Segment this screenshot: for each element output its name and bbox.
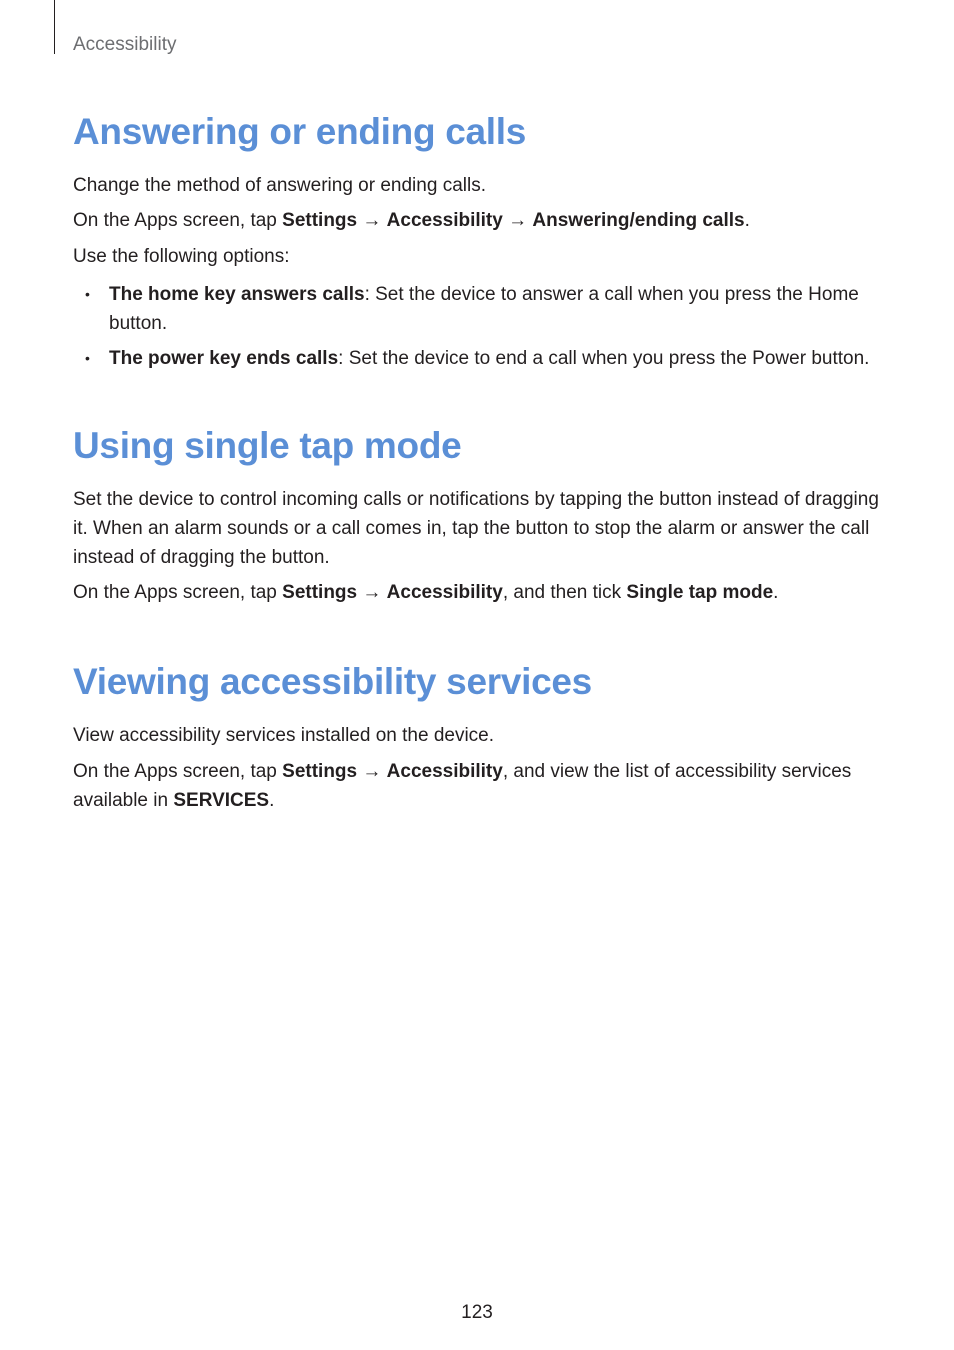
- section-title: Viewing accessibility services: [73, 661, 592, 702]
- menu-settings: Settings: [282, 210, 358, 231]
- option-desc: : Set the device to end a call when you press the Power button.: [338, 348, 870, 369]
- settings-path: On the Apps screen, tap Settings → Accessibility → Answering/ending calls.: [73, 210, 750, 231]
- menu-accessibility: Accessibility: [386, 761, 503, 782]
- section-title: Using single tap mode: [73, 425, 462, 466]
- list-item: [73, 344, 893, 373]
- header-rule: [54, 0, 55, 54]
- section-body: Set the device to control incoming calls or notifications by tapping the button instead of dragging it. When an alarm sounds or a call comes in, tap the button to stop the alarm or answer the call instead of dragging the button.: [73, 489, 879, 568]
- option-term: The power key ends calls: [109, 348, 339, 369]
- menu-settings: Settings: [282, 761, 358, 782]
- bullet: •: [85, 350, 90, 366]
- section-viewing-accessibility-services: [73, 660, 893, 815]
- section-title: Answering or ending calls: [73, 111, 527, 152]
- option-term: The home key answers calls: [109, 284, 365, 305]
- menu-services: SERVICES: [173, 790, 270, 811]
- options-intro: Use the following options:: [73, 246, 290, 267]
- section-intro: View accessibility services installed on the device.: [73, 725, 495, 746]
- section-intro: Change the method of answering or ending calls.: [73, 175, 486, 196]
- option-desc: : Set the device to answer a call when you press the Home button.: [109, 284, 859, 334]
- menu-answering-ending-calls: Answering/ending calls: [532, 210, 745, 231]
- page-number: 123: [461, 1302, 493, 1323]
- settings-path: On the Apps screen, tap Settings → Accessibility, and view the list of accessibility services available in SERVICES.: [73, 761, 852, 811]
- options-list: [73, 280, 893, 373]
- menu-accessibility: Accessibility: [386, 582, 503, 603]
- menu-accessibility: Accessibility: [386, 210, 503, 231]
- bullet: •: [85, 286, 90, 302]
- list-item: [73, 280, 893, 338]
- running-head: Accessibility: [73, 34, 177, 55]
- section-single-tap-mode: [73, 424, 893, 607]
- section-answering-ending-calls: [73, 110, 893, 373]
- settings-path: On the Apps screen, tap Settings → Accessibility, and then tick Single tap mode.: [73, 582, 779, 603]
- menu-settings: Settings: [282, 582, 358, 603]
- option-single-tap-mode: Single tap mode: [626, 582, 774, 603]
